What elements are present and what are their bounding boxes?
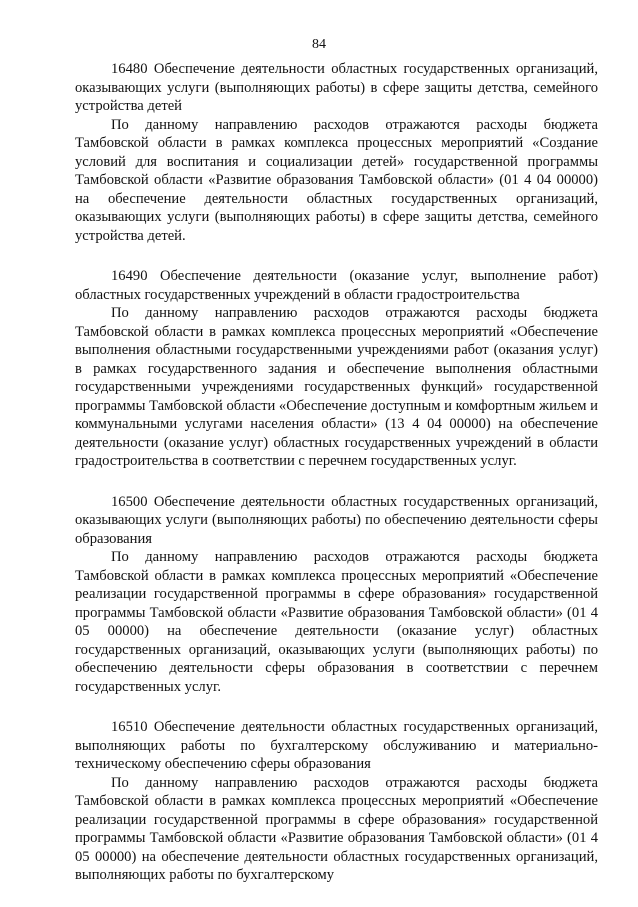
section-16510 xyxy=(75,718,598,885)
section-16490 xyxy=(75,267,598,471)
section-heading: 16490 Обеспечение деятельности (оказание услуг, выполнение работ) областных государственных учреждений в области градостроительства xyxy=(75,268,598,303)
section-16500 xyxy=(75,493,598,697)
page-number: 84 xyxy=(312,37,326,52)
section-body: По данному направлению расходов отражаются расходы бюджета Тамбовской области в рамках комплекса процессных мероприятий «Обеспечение выполнения областными государственными учреждениями работ (оказания услуг) в рамках государственного задания и обеспечение выполнения областными государственными учреждениями государственных функций» государственной программы Тамбовской области «Обеспечение доступным и комфортным жильем и коммунальными услугами населения области» (13 4 04 00000) на обеспечение деятельности (оказание услуг) областных государственных учреждений в области градостроительства в соответствии с перечнем государственных услуг. xyxy=(75,305,598,469)
section-heading: 16510 Обеспечение деятельности областных государственных организаций, выполняющих работы по бухгалтерскому обслуживанию и материально-техническому обеспечению сферы образования xyxy=(75,719,598,772)
section-16480 xyxy=(75,60,598,245)
section-heading: 16480 Обеспечение деятельности областных государственных организаций, оказывающих услуги (выполняющих работы) в сфере защиты детства, семейного устройства детей xyxy=(75,61,598,114)
section-body: По данному направлению расходов отражаются расходы бюджета Тамбовской области в рамках комплекса процессных мероприятий «Обеспечение реализации государственной программы в сфере образования» государственной программы Тамбовской области «Развитие образования Тамбовской области» (01 4 05 00000) на обеспечение деятельности (оказание услуг) областных государственных организаций, оказывающих услуги (выполняющих работы) по обеспечению деятельности сферы образования в соответствии с перечнем государственных услуг. xyxy=(75,549,598,695)
section-body: По данному направлению расходов отражаются расходы бюджета Тамбовской области в рамках комплекса процессных мероприятий «Обеспечение реализации государственной программы в сфере образования» государственной программы Тамбовской области «Развитие образования Тамбовской области» (01 4 05 00000) на обеспечение деятельности областных государственных организаций, выполняющих работы по бухгалтерскому xyxy=(75,774,598,883)
section-body: По данному направлению расходов отражаются расходы бюджета Тамбовской области в рамках комплекса процессных мероприятий «Создание условий для воспитания и социализации детей» государственной программы Тамбовской области «Развитие образования Тамбовской области» (01 4 04 00000) на обеспечение деятельности областных государственных организаций, оказывающих услуги (выполняющих работы) в сфере защиты детства, семейного устройства детей. xyxy=(75,116,598,244)
page-content xyxy=(75,60,598,907)
section-heading: 16500 Обеспечение деятельности областных государственных организаций, оказывающих услуги (выполняющих работы) по обеспечению деятельности сферы образования xyxy=(75,493,598,547)
